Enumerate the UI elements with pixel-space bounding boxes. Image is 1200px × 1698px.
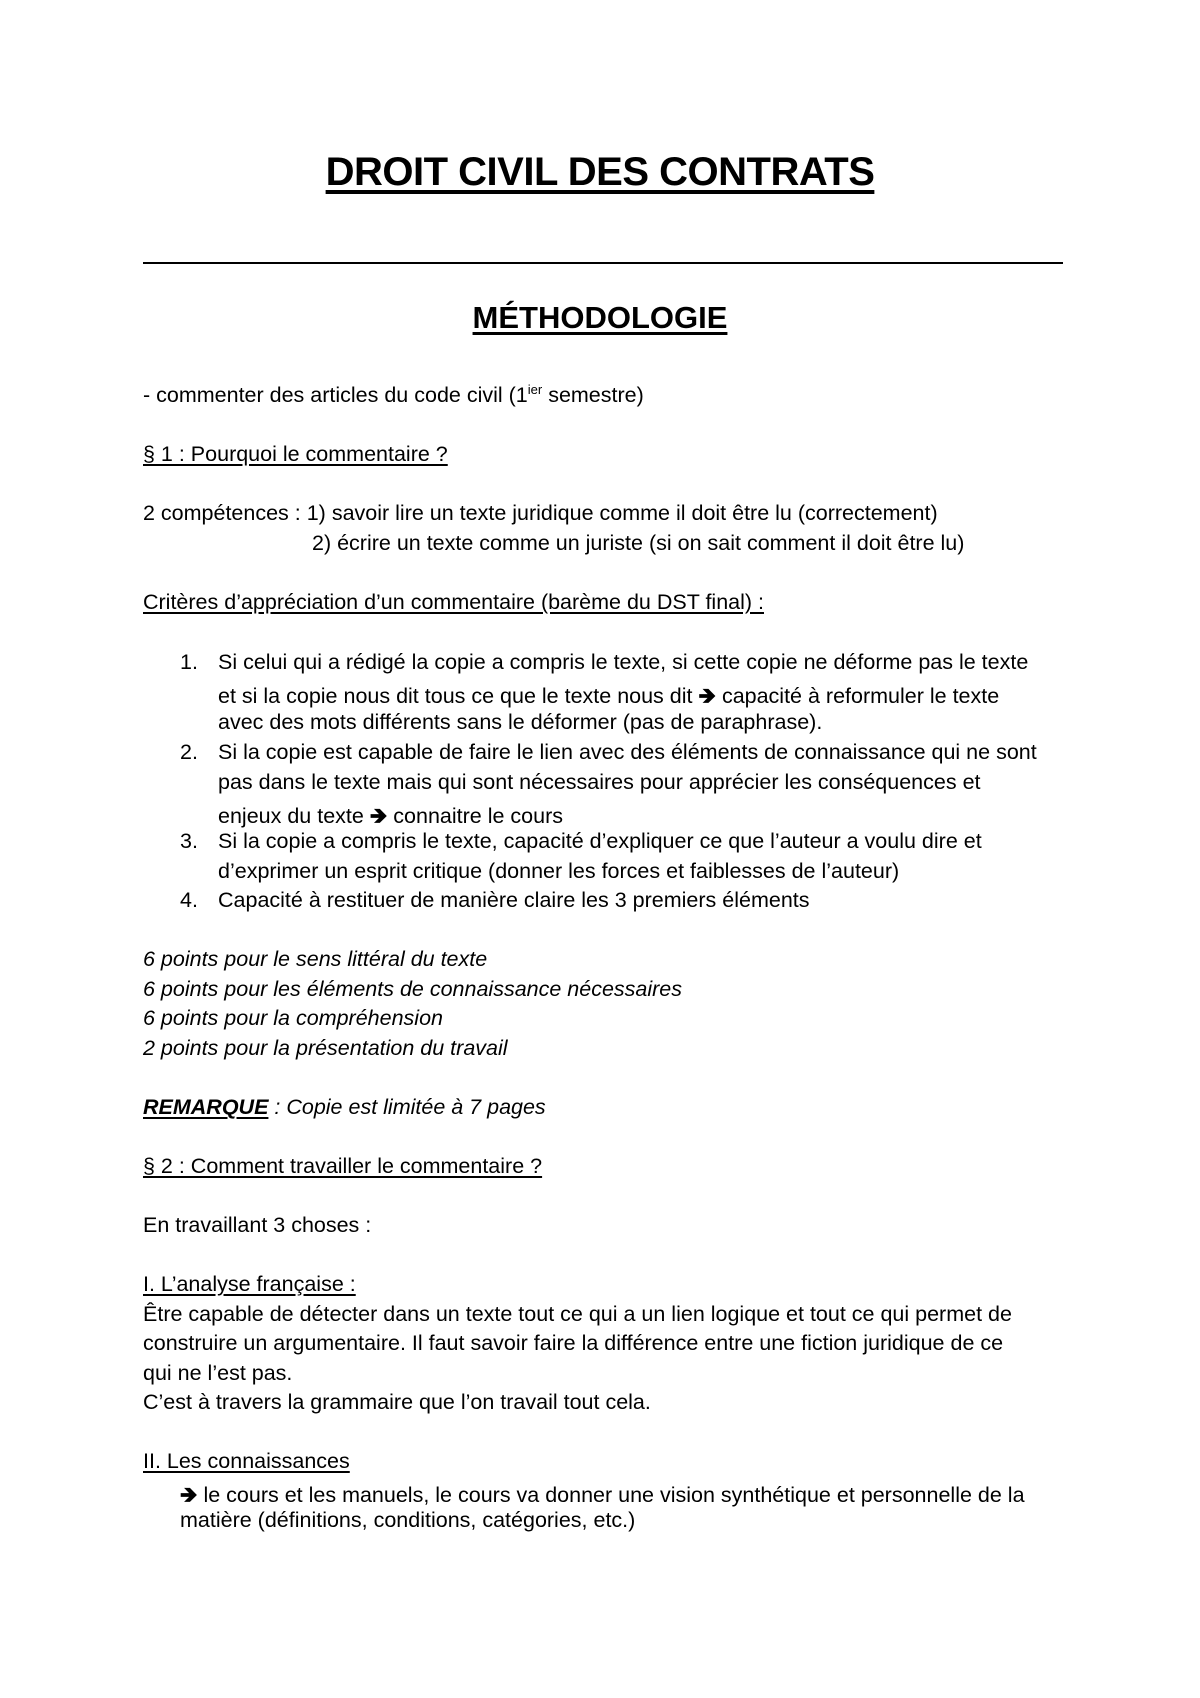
remark-text: : Copie est limitée à 7 pages — [268, 1095, 546, 1119]
criterion-3-line-1: Si la copie a compris le texte, capacité d’expliquer ce que l’auteur a voulu dire et — [218, 829, 982, 853]
section2-intro: En travaillant 3 choses : — [143, 1213, 372, 1237]
part2-heading: II. Les connaissances — [143, 1449, 350, 1473]
criterion-2-line-1: Si la copie est capable de faire le lien avec des éléments de connaissance qui ne sont — [218, 740, 1037, 764]
criterion-number: 2. — [180, 740, 198, 764]
part2-line-2: matière (définitions, conditions, catégories, etc.) — [180, 1508, 636, 1532]
criterion-1-line-3: avec des mots différents sans le déformer (pas de paraphrase). — [218, 710, 823, 734]
skills-line-2: 2) écrire un texte comme un juriste (si on sait comment il doit être lu) — [312, 531, 965, 555]
section2-heading: § 2 : Comment travailler le commentaire ? — [143, 1154, 543, 1178]
points-line: 6 points pour les éléments de connaissance nécessaires — [143, 977, 683, 1001]
criterion-1-text-end: capacité à reformuler le texte — [721, 684, 1000, 708]
intro-text-end: semestre) — [542, 383, 644, 407]
criterion-number: 4. — [180, 888, 198, 912]
part1-heading: I. L’analyse française : — [143, 1272, 356, 1296]
part1-line: construire un argumentaire. Il faut savoir faire la différence entre une fiction juridique de ce — [143, 1331, 1004, 1355]
intro-line — [143, 383, 644, 408]
document-title: DROIT CIVIL DES CONTRATS — [325, 150, 875, 194]
criterion-1-text: et si la copie nous dit tous ce que le texte nous dit — [218, 684, 693, 708]
remark-line — [143, 1095, 546, 1120]
points-line: 2 points pour la présentation du travail — [143, 1036, 508, 1060]
criterion-4-line-1: Capacité à restituer de manière claire les 3 premiers éléments — [218, 888, 810, 912]
part1-line: qui ne l’est pas. — [143, 1361, 293, 1385]
arrow-right-icon: 🡺 — [180, 1483, 198, 1507]
part2-text: le cours et les manuels, le cours va donner une vision synthétique et personnelle de la — [203, 1483, 1025, 1507]
section-title-methodology: MÉTHODOLOGIE — [472, 300, 728, 335]
intro-superscript: ier — [527, 381, 543, 397]
criterion-2-line-2: pas dans le texte mais qui sont nécessaires pour apprécier les conséquences et — [218, 770, 981, 794]
skills-line-1: 2 compétences : 1) savoir lire un texte juridique comme il doit être lu (correctement) — [143, 501, 938, 525]
criteria-heading: Critères d’appréciation d’un commentaire (barème du DST final) : — [143, 590, 764, 614]
remark-label: REMARQUE — [143, 1095, 269, 1119]
criterion-2-text: enjeux du texte — [218, 804, 364, 828]
section1-heading: § 1 : Pourquoi le commentaire ? — [143, 442, 448, 466]
title-divider — [143, 262, 1063, 264]
arrow-right-icon: 🡺 — [698, 684, 716, 708]
points-line: 6 points pour le sens littéral du texte — [143, 947, 488, 971]
criterion-3-line-2: d’exprimer un esprit critique (donner les forces et faiblesses de l’auteur) — [218, 859, 900, 883]
criterion-number: 3. — [180, 829, 198, 853]
part1-line: Être capable de détecter dans un texte tout ce qui a un lien logique et tout ce qui permet de — [143, 1302, 1012, 1326]
criterion-1-line-1: Si celui qui a rédigé la copie a compris le texte, si cette copie ne déforme pas le texte — [218, 650, 1029, 674]
intro-text: - commenter des articles du code civil (1 — [143, 383, 528, 407]
part1-line: C’est à travers la grammaire que l’on travail tout cela. — [143, 1390, 651, 1414]
criterion-2-text-end: connaitre le cours — [393, 804, 563, 828]
arrow-right-icon: 🡺 — [369, 804, 388, 828]
criterion-number: 1. — [180, 650, 198, 674]
points-line: 6 points pour la compréhension — [143, 1006, 443, 1030]
